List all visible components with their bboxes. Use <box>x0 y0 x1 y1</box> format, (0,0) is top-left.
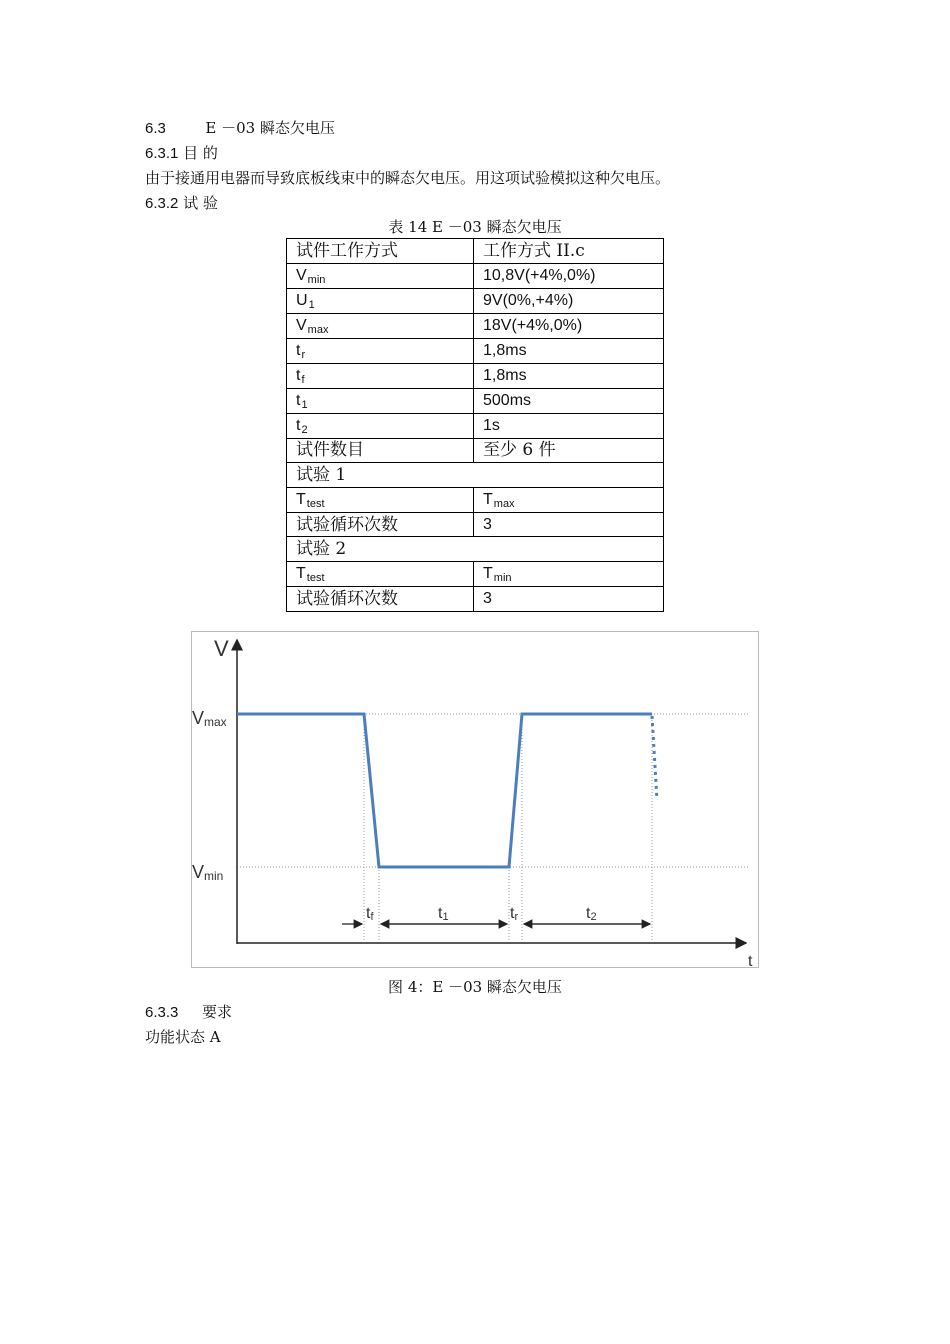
purpose-title: 目 的 <box>183 144 218 162</box>
param-cell <box>287 438 474 463</box>
value-cell <box>474 263 664 288</box>
param-cell <box>287 388 474 413</box>
param-value: T <box>483 490 493 508</box>
value-cell <box>474 388 664 413</box>
table-caption: 表 14 E －03 瞬态欠电压 <box>388 218 562 236</box>
param-name: 试件数目 <box>296 440 364 461</box>
test-heading <box>145 193 218 214</box>
param-name: 试验 2 <box>296 539 347 560</box>
param-cell <box>287 463 664 488</box>
param-value: T <box>483 564 493 582</box>
param-cell <box>287 363 474 388</box>
param-value: 500ms <box>483 392 532 410</box>
y-axis-label: V <box>214 636 229 661</box>
table-row <box>287 388 664 413</box>
value-cell <box>474 512 664 537</box>
value-cell <box>474 313 664 338</box>
test-title: 试 验 <box>183 194 218 212</box>
param-value: 至少 6 件 <box>483 440 556 461</box>
waveform-chart <box>192 632 760 969</box>
param-value: 3 <box>483 516 492 534</box>
figure-caption: 图 4：E －03 瞬态欠电压 <box>388 978 562 996</box>
t1-label: t1 <box>438 905 449 923</box>
param-cell <box>287 561 474 586</box>
param-cell <box>287 313 474 338</box>
section-title: E －03 瞬态欠电压 <box>205 119 335 137</box>
table-row <box>287 561 664 586</box>
param-value: 1,8ms <box>483 342 527 360</box>
param-value: 3 <box>483 590 492 608</box>
vmax-label: Vmax <box>192 708 227 729</box>
parameter-table <box>286 238 664 612</box>
requirement-number: 6.3.3 <box>145 1004 179 1021</box>
param-name: V <box>296 266 307 284</box>
param-name: t <box>296 416 301 434</box>
param-name: V <box>296 316 307 334</box>
table-row <box>287 512 664 537</box>
purpose-heading <box>145 143 218 164</box>
param-subscript: r <box>301 348 306 361</box>
table-row <box>287 586 664 611</box>
value-cell <box>474 561 664 586</box>
param-value: 10,8V(+4%,0%) <box>483 267 596 285</box>
param-name: 试验 1 <box>296 464 347 485</box>
table-row <box>287 487 664 512</box>
param-subscript: 2 <box>301 423 308 436</box>
table-row <box>287 263 664 288</box>
param-subscript: max <box>307 323 329 336</box>
param-value: 1s <box>483 417 500 435</box>
param-subscript: 1 <box>308 298 315 311</box>
param-cell <box>287 263 474 288</box>
test-number: 6.3.2 <box>145 195 179 212</box>
value-cell <box>474 338 664 363</box>
table-row <box>287 537 664 562</box>
param-subscript: test <box>306 571 325 584</box>
param-name: T <box>296 564 306 582</box>
param-name: U <box>296 291 308 309</box>
tf-label: tf <box>366 905 374 923</box>
value-subscript: min <box>493 571 512 584</box>
purpose-text: 由于接通用电器而导致底板线束中的瞬态欠电压。用这项试验模拟这种欠电压。 <box>145 169 671 187</box>
value-subscript: max <box>493 497 515 510</box>
param-name: t <box>296 366 301 384</box>
table-row <box>287 239 664 264</box>
value-cell <box>474 438 664 463</box>
table-row <box>287 338 664 363</box>
table-row <box>287 313 664 338</box>
param-cell <box>287 487 474 512</box>
table-row <box>287 288 664 313</box>
value-cell <box>474 239 664 264</box>
param-cell <box>287 288 474 313</box>
section-heading <box>145 118 335 139</box>
param-name: 试件工作方式 <box>296 240 398 261</box>
param-subscript: min <box>307 273 326 286</box>
param-cell <box>287 586 474 611</box>
section-number: 6.3 <box>145 120 166 137</box>
requirement-text: 功能状态 A <box>145 1028 221 1046</box>
param-value: 9V(0%,+4%) <box>483 292 574 310</box>
value-cell <box>474 363 664 388</box>
table-row <box>287 463 664 488</box>
param-subscript: 1 <box>301 398 308 411</box>
param-subscript: test <box>306 497 325 510</box>
tr-label: tr <box>510 905 519 923</box>
param-cell <box>287 239 474 264</box>
purpose-number: 6.3.1 <box>145 145 179 162</box>
requirement-heading <box>145 1002 232 1023</box>
table-row <box>287 438 664 463</box>
param-cell <box>287 537 664 562</box>
value-cell <box>474 288 664 313</box>
vmin-label: Vmin <box>192 862 224 883</box>
param-name: T <box>296 490 306 508</box>
x-axis-label: t <box>748 953 753 969</box>
requirement-title: 要求 <box>201 1003 232 1021</box>
param-cell <box>287 413 474 438</box>
param-name: 试验循环次数 <box>296 588 398 609</box>
param-subscript: f <box>301 373 305 386</box>
table-row <box>287 413 664 438</box>
param-value: 18V(+4%,0%) <box>483 317 583 335</box>
value-cell <box>474 487 664 512</box>
param-cell <box>287 512 474 537</box>
t2-label: t2 <box>586 905 597 923</box>
waveform-line <box>237 714 652 867</box>
param-cell <box>287 338 474 363</box>
param-name: t <box>296 391 301 409</box>
param-value: 1,8ms <box>483 367 527 385</box>
param-name: t <box>296 341 301 359</box>
value-cell <box>474 586 664 611</box>
param-value: 工作方式 II.c <box>483 240 585 261</box>
value-cell <box>474 413 664 438</box>
table-row <box>287 363 664 388</box>
param-name: 试验循环次数 <box>296 514 398 535</box>
waveform-figure <box>191 631 759 968</box>
waveform-continuation <box>652 716 657 800</box>
